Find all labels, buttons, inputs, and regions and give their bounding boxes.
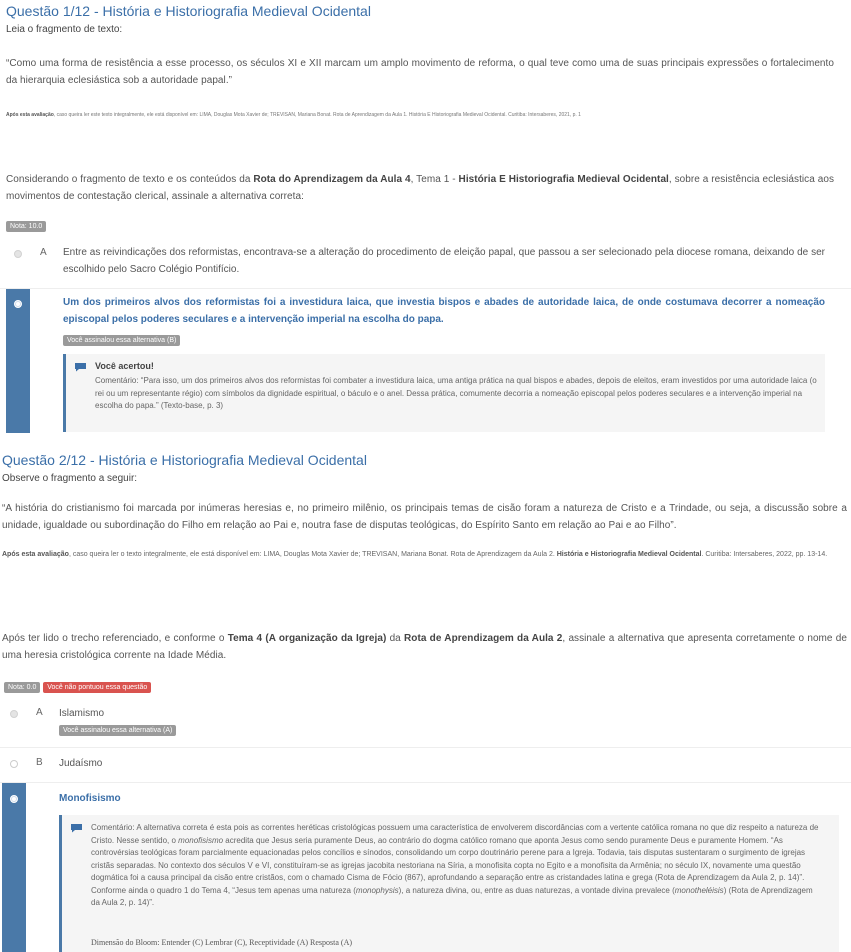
feedback-title: Você acertou! — [95, 361, 154, 371]
no-score-badge: Você não pontuou essa questão — [43, 682, 151, 693]
feedback-text: Comentário: “Para isso, um dos primeiros alvos dos reformistas foi combater a investidura laica, uma antiga prática na qual bispos e abades, depois de eleitos, eram investidos por uma autoridade laica (o rei ou um representante régio) com símbolos da dignidade espiritual, o báculo e o anel. Dessa prática, comumente decorria a nomeação episcopal pelos poderes seculares e a intervenção imperial na escolha do papa.” (Texto-base, p. 3) — [95, 376, 817, 410]
question-2-quote: “A história do cristianismo foi marcada por inúmeras heresias e, no primeiro milênio, os principais temas de cisão foram a natureza de Cristo e a Trindade, ou seja, a discussão sobre a unidade, igualdade ou subordinação do Filho em relação ao Pai e, noutra fase de disputas teológicas, do Espírito Santo em relação ao Pai e ao Filho”. — [2, 503, 847, 531]
alternative-a-text: Islamismo — [59, 708, 105, 719]
comment-icon — [74, 362, 87, 372]
feedback-em-3: monotheléisis — [674, 885, 724, 895]
selected-bar — [6, 289, 30, 433]
question-2-source-bold2: História e Historiografia Medieval Ocidental — [556, 551, 702, 558]
letter-b: B — [40, 297, 47, 308]
question-2-intro: Observe o fragmento a seguir: — [2, 473, 138, 484]
selected-badge — [63, 334, 180, 346]
question-1-source-rest: , caso queira ler este texto integralmente, ele está disponível em: LIMA, Douglas Mota Xavier de; TREVISAN, Mariana Bonat. Rota de Aprendizagem da Aula 1. História E Historiografia Medieval Ocidental. Curitiba: Intersaberes, 2021, p. 1 — [53, 112, 581, 118]
question-2-source — [2, 548, 847, 561]
feedback-text-3: ), a natureza divina, ou, entre as duas naturezas, a vontade divina prevalece ( — [398, 885, 675, 895]
alternative-b-text: Um dos primeiros alvos dos reformistas foi a investidura laica, que investia bispos e abades de autoridade laica, de onde costumava decorrer a nomeação episcopal pelos poderes seculares e a intervenção imperial na escolha do papa. — [63, 297, 825, 325]
feedback-text-1: Comentário: A alternativa correta é esta pois as correntes heréticas cristológicas possuem uma característica de envolverem discordâncias com a vertente católica romana no que diz respeito a natureza de Cristo. Nesse sentido, o — [91, 823, 819, 845]
correct-bar — [2, 783, 26, 952]
question-2-prompt-b: Tema 4 (A organização da Igreja) — [227, 633, 387, 644]
question-1-prompt — [6, 171, 834, 205]
question-2-alternative-b[interactable] — [0, 748, 830, 781]
question-1-grade — [6, 220, 46, 232]
question-2-alternative-c[interactable] — [0, 783, 842, 952]
question-2-prompt-d: Rota de Aprendizagem da Aula 2 — [404, 633, 563, 644]
question-2-source-rest: , caso queira ler o texto integralmente, ele está disponível em: LIMA, Douglas Mota Xavier de; TREVISAN, Mariana Bonat. Rota de Aprendizagem da Aula 2. — [68, 551, 557, 558]
radio-a[interactable] — [10, 710, 18, 718]
comment-icon — [70, 823, 83, 833]
feedback-box — [59, 815, 839, 952]
selected-badge — [59, 724, 176, 736]
feedback-em-2: monophysis — [355, 885, 399, 895]
question-1-prompt-d: História E Historiografia Medieval Ocidental — [458, 174, 669, 185]
letter-a: A — [36, 707, 43, 718]
letter-a: A — [40, 247, 47, 258]
grade-badge: Nota: 10.0 — [6, 221, 46, 232]
selected-badge-label: Você assinalou essa alternativa (B) — [63, 335, 180, 346]
question-1-title: Questão 1/12 - História e Historiografia Medieval Ocidental — [6, 3, 371, 19]
question-1-intro: Leia o fragmento de texto: — [6, 24, 123, 35]
selected-badge-label: Você assinalou essa alternativa (A) — [59, 725, 176, 736]
grade-badge: Nota: 0.0 — [4, 682, 40, 693]
question-1-source — [6, 112, 581, 118]
question-1-prompt-e: , sobre a resistência eclesiástica aos movimentos de contestação clerical, assinale a alternativa correta: — [6, 174, 835, 202]
question-2-prompt-c: da — [386, 633, 405, 644]
bloom-dimension: Dimensão do Bloom: Entender (C) Lembrar (C), Receptividade (A) Resposta (A) — [91, 938, 353, 947]
question-2-grade — [4, 681, 151, 693]
radio-b-selected[interactable] — [14, 300, 22, 308]
question-1-alternative-a[interactable] — [0, 237, 830, 287]
question-2-prompt — [2, 630, 847, 664]
radio-a[interactable] — [14, 250, 22, 258]
question-1-prompt-a: Considerando o fragmento de texto e os conteúdos da — [6, 174, 254, 185]
letter-b: B — [36, 757, 43, 768]
question-1-prompt-b: Rota do Aprendizagem da Aula 4 — [253, 174, 411, 185]
question-1-alternative-b[interactable] — [0, 289, 830, 433]
question-1-quote: “Como uma forma de resistência a esse processo, os séculos XI e XII marcam um amplo movimento de reforma, o qual teve como uma de suas principais expressões o fortalecimento da hierarquia eclesiástica sob a autoridade papal.” — [6, 58, 834, 86]
radio-b[interactable] — [10, 760, 18, 768]
alternative-b-text: Judaísmo — [59, 758, 103, 769]
feedback-text-4: ) (Rota de Aprendizagem da Aula 2, p. 14)”. — [91, 885, 813, 907]
letter-c: C — [36, 792, 44, 803]
question-2-source-bold: Após esta avaliação — [2, 551, 69, 558]
feedback-text — [91, 822, 821, 910]
question-2-prompt-a: Após ter lido o trecho referenciado, e conforme o — [2, 633, 228, 644]
question-2-title: Questão 2/12 - História e Historiografia Medieval Ocidental — [2, 452, 367, 468]
radio-c-correct[interactable] — [10, 795, 18, 803]
feedback-text-2: acredita que Jesus seria puramente Deus, ao contrário do dogma católico romano que aponta Jesus como sendo puramente Deus e puramente Homem. “As controvérsias teológicas foram parcialmente equacionadas pelos concílios e sínodos, consolidando um corpo doutrinário perene para a Igreja. Todavia, tais disputas sustentaram o surgimento de igrejas cristãs separadas. No contexto dos séculos V e VI, constituíram-se as igrejas jacobita nestoriana na Síria, a monofisita copta no Egito e a monofisita da Armênia; no século IX, novamente uma questão dogmática foi a causa principal da cisão entre cristãos, com o chamado Cisma de Fócio (867), aprofundando a separação entre as cristandades latina e grega (Rota de Aprendizagem da Aula 2, p. 14)”. Conforme ainda o quadro 1 do Tema 4, “Jesus tem apenas uma natureza ( — [91, 835, 806, 895]
question-1-prompt-c: , Tema 1 - — [410, 174, 459, 185]
alternative-c-text: Monofisismo — [59, 793, 121, 804]
question-2-alternative-a[interactable] — [0, 702, 830, 746]
feedback-em-1: monofisismo — [178, 835, 224, 845]
question-1-source-bold: Após esta avaliação — [6, 112, 54, 118]
feedback-box — [63, 354, 825, 432]
question-2-prompt-e: , assinale a alternativa que apresenta corretamente o nome de uma heresia cristológica corrente na Idade Média. — [2, 633, 847, 661]
question-2-source-end: . Curitiba: Intersaberes, 2022, pp. 13-14. — [701, 551, 828, 558]
alternative-a-text: Entre as reivindicações dos reformistas, encontrava-se a alteração do procedimento de eleição papal, que passou a ser selecionado pela diocese romana, deixando de ser escolhido pelo Sacro Colégio Pontifício. — [63, 247, 825, 275]
